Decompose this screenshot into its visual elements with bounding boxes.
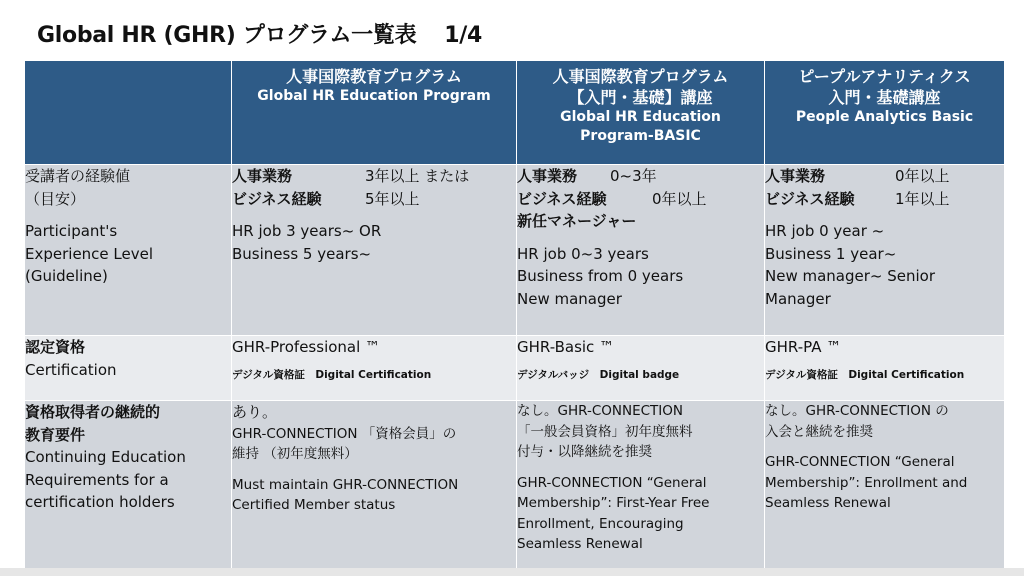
experience-label-jp2: （目安）: [25, 189, 86, 208]
title-text: Global HR (GHR) プログラム一覧表: [37, 23, 417, 48]
experience-ghr-basic: [517, 165, 765, 336]
cert-c3-name: GHR-PA ™: [765, 338, 842, 356]
cont-c1-jp3: 維持 （初年度無料）: [232, 446, 358, 462]
program-table: [24, 60, 1005, 572]
exp-c2-hr-value: 0~3年: [610, 167, 657, 185]
exp-c3-en3: New manager~ Senior: [765, 267, 936, 285]
cont-c2-jp1: なし。GHR-CONNECTION: [517, 403, 683, 419]
header-ghr-basic-jp2: 【入門・基礎】講座: [568, 88, 713, 107]
header-people-analytics: [765, 61, 1005, 165]
header-pa-jp1: ピープルアナリティクス: [798, 67, 971, 86]
certification-ghr-program: [232, 336, 517, 401]
header-ghr-program-en: Global HR Education Program: [257, 88, 491, 104]
experience-people-analytics: [765, 165, 1005, 336]
header-ghr-basic-jp1: 人事国際教育プログラム: [552, 67, 729, 86]
exp-c1-hr-value: 3年以上 または: [365, 167, 470, 185]
bottom-bar: [0, 568, 1024, 576]
experience-label-en2: Experience Level: [25, 244, 154, 263]
continuing-people-analytics: [765, 401, 1005, 572]
exp-c1-hr-label: 人事業務: [232, 167, 293, 185]
cert-c2-sub: デジタルバッジ Digital badge: [517, 369, 680, 381]
header-corner: [25, 61, 232, 165]
exp-c3-en1: HR job 0 year ~: [765, 222, 885, 240]
header-pa-jp2: 入門・基礎講座: [828, 88, 941, 107]
cont-c3-jp2: 入会と継続を推奨: [765, 423, 873, 440]
continuing-label-en1: Continuing Education: [25, 448, 186, 466]
cert-c1-name: GHR-Professional ™: [232, 338, 381, 356]
exp-c3-en2: Business 1 year~: [765, 244, 897, 263]
cont-c3-en2: Membership”: Enrollment and: [765, 474, 968, 491]
continuing-label-en2: Requirements for a: [25, 470, 169, 489]
cont-c1-en1: Must maintain GHR-CONNECTION: [232, 476, 459, 493]
continuing-education-row: [25, 401, 1005, 572]
exp-c3-hr-value: 0年以上: [895, 167, 950, 185]
certification-row: [25, 336, 1005, 401]
header-ghr-basic-en1: Global HR Education: [560, 109, 721, 125]
certification-ghr-basic: [517, 336, 765, 401]
experience-label-en1: Participant's: [25, 222, 118, 240]
exp-c2-en1: HR job 0~3 years: [517, 244, 649, 263]
page-number: 1/4: [444, 23, 483, 48]
certification-label-jp: 認定資格: [25, 338, 86, 356]
exp-c1-en2: Business 5 years~: [232, 244, 372, 263]
exp-c2-hr-label: 人事業務: [517, 167, 578, 185]
continuing-label-en3: certification holders: [25, 493, 175, 511]
exp-c2-biz-label: ビジネス経験: [517, 189, 607, 208]
exp-c1-biz-label: ビジネス経験: [232, 189, 322, 208]
experience-row: [25, 165, 1005, 336]
cont-c2-en1: GHR-CONNECTION “General: [517, 474, 707, 491]
cont-c2-jp2: 「一般会員資格」初年度無料: [517, 423, 693, 440]
continuing-label: [25, 401, 232, 572]
exp-c3-en4: Manager: [765, 289, 831, 308]
cont-c2-en3: Enrollment, Encouraging: [517, 515, 684, 532]
certification-label: [25, 336, 232, 401]
exp-c2-biz-value: 0年以上: [652, 189, 707, 208]
cont-c2-jp3: 付与・以降継続を推奨: [517, 444, 652, 460]
cert-c1-sub: デジタル資格証 Digital Certification: [232, 369, 432, 381]
cont-c2-en2: Membership”: First-Year Free: [517, 495, 710, 511]
certification-label-en: Certification: [25, 360, 117, 379]
experience-label-jp1: 受講者の経験値: [25, 167, 131, 185]
continuing-ghr-program: [232, 401, 517, 572]
slide-title: [37, 18, 482, 49]
cert-c3-sub: デジタル資格証 Digital Certification: [765, 369, 965, 381]
header-ghr-program: [232, 61, 517, 165]
cont-c3-jp1: なし。GHR-CONNECTION の: [765, 403, 949, 419]
exp-c3-hr-label: 人事業務: [765, 167, 826, 185]
cont-c2-en4: Seamless Renewal: [517, 536, 643, 552]
exp-c3-biz-value: 1年以上: [895, 189, 950, 208]
experience-label-en3: (Guideline): [25, 267, 108, 285]
continuing-label-jp1: 資格取得者の継続的: [25, 403, 161, 421]
cont-c3-en1: GHR-CONNECTION “General: [765, 454, 955, 470]
cont-c3-en3: Seamless Renewal: [765, 495, 891, 511]
header-ghr-program-jp: 人事国際教育プログラム: [286, 67, 462, 86]
cont-c1-en2: Certified Member status: [232, 497, 396, 513]
header-pa-en: People Analytics Basic: [795, 109, 974, 125]
exp-c3-biz-label: ビジネス経験: [765, 189, 855, 208]
continuing-label-jp2: 教育要件: [25, 425, 86, 444]
experience-ghr-program: [232, 165, 517, 336]
cont-c1-jp1: あり。: [232, 403, 278, 421]
certification-people-analytics: [765, 336, 1005, 401]
cert-c2-name: GHR-Basic ™: [517, 338, 615, 356]
exp-c2-en3: New manager: [517, 289, 622, 308]
exp-c2-en2: Business from 0 years: [517, 267, 684, 285]
experience-label: [25, 165, 232, 336]
cont-c1-jp2: GHR-CONNECTION 「資格会員」の: [232, 425, 457, 442]
exp-c2-manager: 新任マネージャー: [517, 212, 637, 230]
continuing-ghr-basic: [517, 401, 765, 572]
header-ghr-basic-en2: Program-BASIC: [580, 128, 701, 144]
exp-c1-biz-value: 5年以上: [365, 189, 420, 208]
exp-c1-en1: HR job 3 years~ OR: [232, 222, 382, 240]
header-row: [25, 61, 1005, 165]
header-ghr-basic: [517, 61, 765, 165]
